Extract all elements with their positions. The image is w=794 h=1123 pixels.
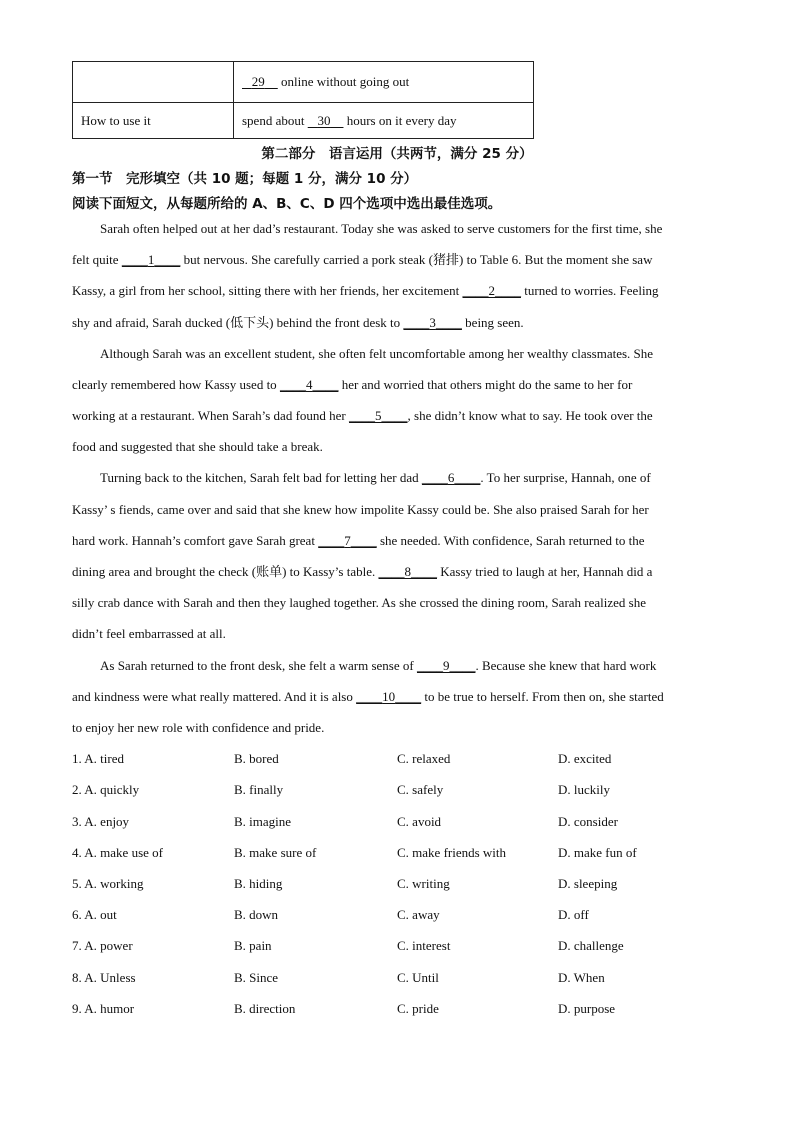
option-c[interactable]: C. writing <box>397 876 450 891</box>
blank-3: ____3____ <box>403 315 462 330</box>
passage-line: As Sarah returned to the front desk, she felt a warm sense of ____9____. Because she knew that hard work <box>100 658 657 673</box>
passage-line: shy and afraid, Sarah ducked (低下头) behind the front desk to ____3____ being seen. <box>72 315 524 330</box>
option-a[interactable]: 1. A. tired <box>72 751 124 766</box>
passage-line: to enjoy her new role with confidence and pride. <box>72 720 325 735</box>
passage-line: felt quite ____1____ but nervous. She carefully carried a pork steak (猪排) to Table 6. But the moment she saw <box>72 252 653 267</box>
passage-line: Turning back to the kitchen, Sarah felt bad for letting her dad ____6____. To her surprise, Hannah, one of <box>100 470 651 485</box>
passage-line: hard work. Hannah’s comfort gave Sarah great ____7____ she needed. With confidence, Sarah returned to the <box>72 533 645 548</box>
option-b[interactable]: B. finally <box>234 782 284 797</box>
table-row <box>73 62 534 103</box>
blank-30: 30 <box>317 112 331 128</box>
passage-line: Kassy’ s fiends, came over and said that she knew how impolite Kassy could be. She also praised Sarah for her <box>72 502 649 517</box>
instruction-text: 阅读下面短文，从每题所给的 A、B、C、D 四个选项中选出最佳选项。 <box>72 196 502 212</box>
option-a[interactable]: 2. A. quickly <box>72 782 140 797</box>
option-d[interactable]: D. make fun of <box>558 845 637 860</box>
table-cell <box>234 62 534 103</box>
option-b[interactable]: B. direction <box>234 1001 296 1016</box>
blank-2: ____2____ <box>462 283 521 298</box>
passage-line: silly crab dance with Sarah and then they laughed together. As she crossed the dining room, Sarah realized she <box>72 595 646 610</box>
passage-line: food and suggested that she should take a break. <box>72 439 323 454</box>
option-row <box>72 813 722 831</box>
table-row <box>73 103 534 139</box>
option-d[interactable]: D. consider <box>558 814 618 829</box>
option-a[interactable]: 9. A. humor <box>72 1001 135 1016</box>
blank-8: ____8____ <box>378 564 437 579</box>
passage-line: clearly remembered how Kassy used to ____4____ her and worried that others might do the same to her for <box>72 377 633 392</box>
option-d[interactable]: D. purpose <box>558 1001 616 1016</box>
option-c[interactable]: C. interest <box>397 938 451 953</box>
option-c[interactable]: C. away <box>397 907 440 922</box>
option-b[interactable]: B. Since <box>234 970 279 985</box>
option-c[interactable]: C. make friends with <box>397 845 507 860</box>
info-table <box>72 61 534 139</box>
option-d[interactable]: D. off <box>558 907 589 922</box>
option-b[interactable]: B. bored <box>234 751 279 766</box>
passage-line: Although Sarah was an excellent student, she often felt uncomfortable among her wealthy classmates. She <box>100 346 654 361</box>
option-c[interactable]: C. pride <box>397 1001 439 1016</box>
table-cell <box>234 103 534 139</box>
option-c[interactable]: C. safely <box>397 782 444 797</box>
cell-text: online without going out <box>281 74 410 89</box>
blank-5: ____5____ <box>349 408 408 423</box>
option-d[interactable]: D. sleeping <box>558 876 618 891</box>
option-row <box>72 969 722 987</box>
passage-line: dining area and brought the check (账单) to Kassy’s table. ____8____ Kassy tried to laugh at her, Hannah did a <box>72 564 653 579</box>
option-d[interactable]: D. challenge <box>558 938 624 953</box>
option-d[interactable]: D. luckily <box>558 782 610 797</box>
table-cell: How to use it <box>73 103 234 139</box>
option-row <box>72 844 722 862</box>
blank-6: ____6____ <box>421 470 481 485</box>
passage-line: didn’t feel embarrassed at all. <box>72 626 226 641</box>
option-a[interactable]: 7. A. power <box>72 938 133 953</box>
option-b[interactable]: B. make sure of <box>234 845 317 860</box>
option-b[interactable]: B. down <box>234 907 279 922</box>
option-a[interactable]: 8. A. Unless <box>72 970 136 985</box>
option-a[interactable]: 5. A. working <box>72 876 144 891</box>
section-heading: 第一节 完形填空（共 10 题；每题 1 分，满分 10 分） <box>72 171 418 187</box>
blank-9: ____9____ <box>416 658 476 673</box>
option-row <box>72 906 722 924</box>
option-row <box>72 937 722 955</box>
option-b[interactable]: B. pain <box>234 938 272 953</box>
option-c[interactable]: C. avoid <box>397 814 442 829</box>
blank-4: ____4____ <box>279 377 339 392</box>
blank-10: ____10____ <box>356 689 422 704</box>
option-c[interactable]: C. Until <box>397 970 439 985</box>
cell-text: hours on it every day <box>346 112 457 128</box>
passage-line: Kassy, a girl from her school, sitting there with her friends, her excitement ____2____ turned to worries. Feeling <box>72 283 659 298</box>
option-row <box>72 875 722 893</box>
option-row <box>72 781 722 799</box>
table-cell <box>73 62 234 103</box>
passage-line: working at a restaurant. When Sarah’s dad found her ____5____, she didn’t know what to say. He took over the <box>72 408 653 423</box>
part-heading: 第二部分 语言运用（共两节，满分 25 分） <box>261 146 533 162</box>
blank-7: ____7____ <box>318 533 377 548</box>
option-b[interactable]: B. imagine <box>234 814 292 829</box>
passage-line: and kindness were what really mattered. And it is also ____10____ to be true to herself. From then on, she started <box>72 689 664 704</box>
option-a[interactable]: 4. A. make use of <box>72 845 163 860</box>
option-d[interactable]: D. When <box>558 970 605 985</box>
option-c[interactable]: C. relaxed <box>397 751 451 766</box>
option-a[interactable]: 6. A. out <box>72 907 117 922</box>
cell-text: spend about <box>242 112 305 128</box>
blank-1: ____1____ <box>121 252 181 267</box>
option-d[interactable]: D. excited <box>558 751 612 766</box>
option-row <box>72 750 722 768</box>
passage-line: Sarah often helped out at her dad’s restaurant. Today she was asked to serve customers for the first time, she <box>100 221 663 236</box>
blank-29: 29 <box>251 74 265 89</box>
option-a[interactable]: 3. A. enjoy <box>72 814 130 829</box>
option-row <box>72 1000 722 1018</box>
option-b[interactable]: B. hiding <box>234 876 283 891</box>
